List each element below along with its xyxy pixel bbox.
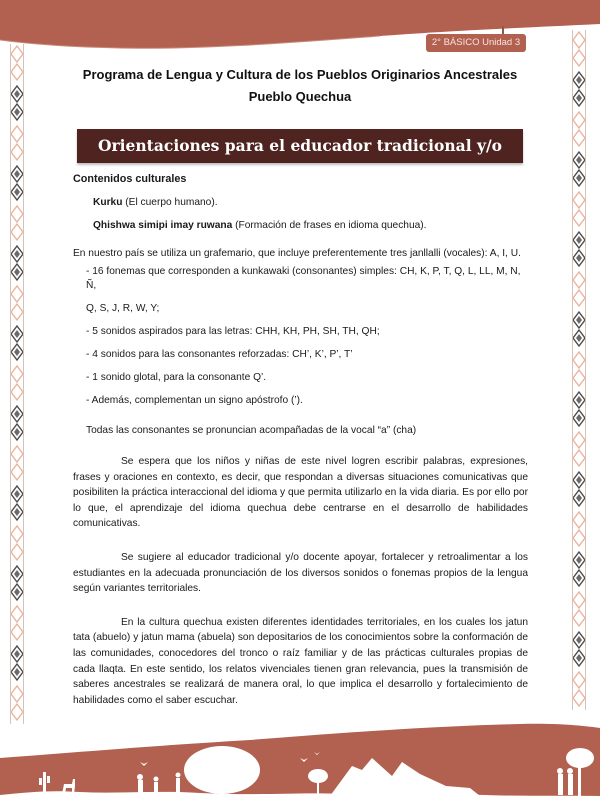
content-item (73, 196, 528, 210)
list-item: - Además, complementan un signo apóstrofo (’). (86, 395, 303, 406)
paragraph: En la cultura quechua existen diferentes identidades territoriales, en los cuales los jatun tata (abuelo) y jatun mama (abuela) son depositarios de los conocimientos sobre la conformación de las comunidades, conocedores del tronco o raíz familiar y de las prácticas culturales propias de cada llaqta. En este sentido, los relatos vivenciales tienen gran relevancia, pues la transmisión de saberes ancestrales se realizará de manera oral, lo que implica el desarrollo y fortalecimiento de habilidades como el saber escuchar. (73, 616, 528, 706)
content-item (73, 219, 528, 233)
right-woven-border (572, 30, 586, 710)
section-banner: Orientaciones para el educador tradicional y/o docente (77, 129, 523, 163)
document-body (73, 172, 528, 708)
program-title-line2: Pueblo Quechua (248, 89, 352, 104)
paragraph: Se espera que los niños y niñas de este nivel logren escribir palabras, expresiones, frases y oraciones en contexto, es decir, que respondan a diversas situaciones comunicativas que posibiliten la práctica interaccional del idioma y que permita utilizarlo en la vida diaria. Es por ello por lo que, el aprendizaje del idioma quechua debe centrarse en el desarrollo de habilidades comunicativas. (73, 456, 528, 530)
program-title (60, 64, 540, 108)
list-item: - 5 sonidos aspirados para las letras: CHH, KH, PH, SH, TH, QH; (86, 326, 380, 337)
content-item-term: Kurku (93, 197, 123, 208)
list-item-continuation: Q, S, J, R, W, Y; (86, 303, 160, 314)
consonants-note: Todas las consonantes se pronuncian acompañadas de la vocal “a” (cha) (86, 425, 417, 436)
left-woven-border (10, 44, 24, 724)
grade-badge: 2° BÁSICO Unidad 3 (426, 34, 526, 52)
intro-text: En nuestro país se utiliza un grafemario, que incluye preferentemente tres janllalli (vocales): A, I, U. (73, 248, 521, 259)
program-title-line1: Programa de Lengua y Cultura de los Pueblos Originarios Ancestrales (82, 67, 518, 82)
section-heading: Contenidos culturales (73, 173, 187, 185)
list-item: - 4 sonidos para las consonantes reforzadas: CH’, K’, P’, T’ (86, 349, 353, 360)
phoneme-list (73, 265, 528, 408)
content-item-desc: (Formación de frases en idioma quechua). (232, 220, 427, 231)
list-item: - 16 fonemas que corresponden a kunkawaki (consonantes) simples: CH, K, P, T, Q, L, LL, M, N, Ñ, (86, 266, 521, 291)
content-item-desc: (El cuerpo humano). (122, 197, 218, 208)
content-item-term: Qhishwa simipi imay ruwana (93, 220, 233, 231)
list-item: - 1 sonido glotal, para la consonante Q’. (86, 372, 267, 383)
footer-landscape-illustration (0, 700, 600, 800)
paragraph: Se sugiere al educador tradicional y/o docente apoyar, fortalecer y retroalimentar a los estudiantes en la adecuada pronunciación de los diversos sonidos o fonemas propios de la lengua según variantes territoriales. (73, 551, 528, 595)
